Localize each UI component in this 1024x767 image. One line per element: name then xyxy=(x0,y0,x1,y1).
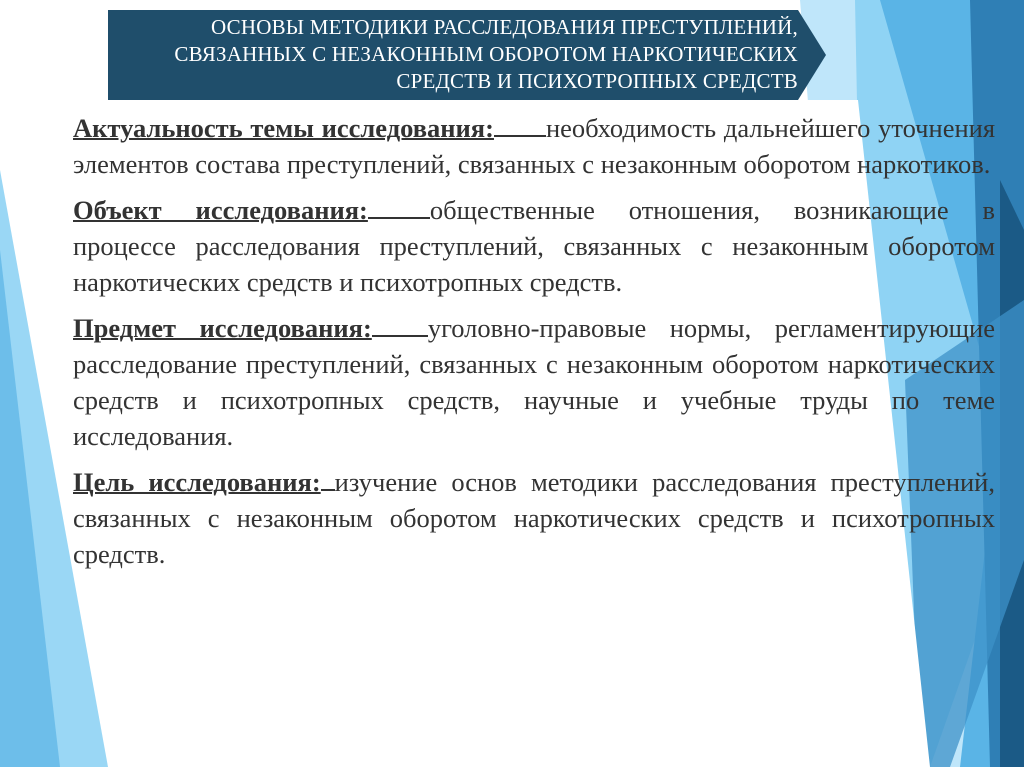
paragraph-goal xyxy=(73,464,995,572)
term-object: Объект исследования: xyxy=(73,195,368,225)
slide-title xyxy=(108,14,798,98)
title-line-1: ОСНОВЫ МЕТОДИКИ РАССЛЕДОВАНИЯ ПРЕСТУПЛЕНИЙ, xyxy=(211,15,798,39)
title-line-3: СРЕДСТВ И ПСИХОТРОПНЫХ СРЕДСТВ xyxy=(396,69,798,93)
term-goal: Цель исследования: xyxy=(73,467,321,497)
text-object: общественные отношения, возникающие в процессе расследования преступлений, связанных с незаконным оборотом наркотических средств и психотропных средств. xyxy=(73,195,995,297)
text-relevance: необходимость дальнейшего уточнения элементов состава преступлений, связанных с незаконным оборотом наркотиков. xyxy=(73,113,996,179)
paragraph-subject xyxy=(73,310,995,454)
term-relevance: Актуальность темы исследования: xyxy=(73,113,494,143)
text-subject: уголовно-правовые нормы, регламентирующие расследование преступлений, связанных с незаконным оборотом наркотических средств и психотропных средств, научные и учебные труды по теме исследования. xyxy=(73,313,996,451)
term-subject: Предмет исследования: xyxy=(73,313,372,343)
paragraph-relevance xyxy=(73,110,995,182)
underline-gap xyxy=(368,195,430,219)
title-line-2: СВЯЗАННЫХ С НЕЗАКОННЫМ ОБОРОТОМ НАРКОТИЧЕСКИХ xyxy=(174,42,798,66)
paragraph-object xyxy=(73,192,995,300)
underline-gap xyxy=(494,113,546,137)
slide-body xyxy=(73,110,995,582)
underline-gap xyxy=(321,467,335,491)
underline-gap xyxy=(372,313,428,337)
text-goal: изучение основ методики расследования преступлений, связанных с незаконным оборотом наркотических средств и психотропных средств. xyxy=(73,467,995,569)
